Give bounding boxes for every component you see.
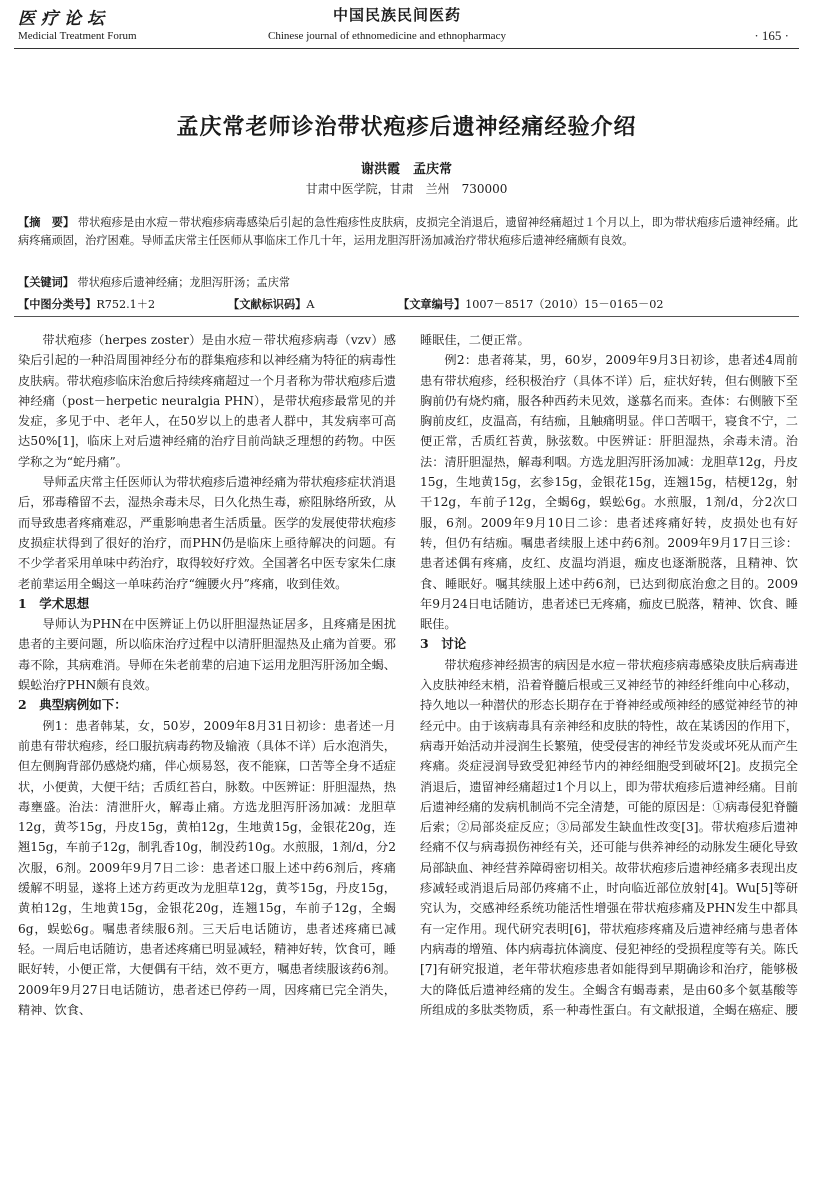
header-divider: [14, 48, 799, 49]
publication-name-en: Chinese journal of ethnomedicine and ethnopharmacy: [268, 30, 506, 42]
article-no-label: 【文章编号】: [398, 297, 466, 311]
section-1-heading: 1 学术思想: [18, 595, 90, 611]
abstract-text: 带状疱疹是由水痘－带状疱疹病毒感染后引起的急性疱疹性皮肤病，皮损完全消退后，遗留神经痛超过１个月以上，即为带状疱疹后遗神经痛。此病疼痛顽固，治疗困难。导师孟庆常主任医师从事临床工作几十年，运用龙胆泻肝汤加减治疗带状疱疹后遗神经痛颇有良效。: [18, 216, 798, 247]
page-number: · 165 ·: [754, 28, 789, 43]
doc-code-field: [228, 296, 314, 312]
left-column: [18, 330, 396, 1020]
section-1-paragraph: 导师认为PHN在中医辨证上仍以肝胆湿热证居多，且疼痛是困扰患者的主要问题，所以临床治疗过程中以清肝胆湿热及止痛为首要。邪毒不除，其病难消。导师在朱老前辈的启迪下运用龙胆泻肝汤加全蝎、蜈蚣治疗PHN颇有良效。: [18, 617, 396, 693]
case-1-paragraph: 例1：患者韩某，女，50岁，2009年8月31日初诊：患者述一月前患有带状疱疹，经口服抗病毒药物及输液（具体不详）后水泡消失，但左侧胸背部仍感烧灼痛，伴心烦易怒，夜不能寐，口苦等全身不适症状，小便黄，大便干结；舌质红苔白，脉数。中医辨证：肝胆湿热，热毒壅盛。治法：清泄肝火，解毒止痛。方选龙胆泻肝汤加减：龙胆草12g，黄芩15g，丹皮15g，黄柏12g，生地黄15g，金银花20g，连翘15g，车前子12g，制乳香10g，制没药10g。水煎服，1剂/d，分2次服，6剂。2009年9月7日二诊：患者述口服上述中药6剂后，疼痛缓解不明显，遂将上述方药更改为龙胆草12g，黄芩15g，丹皮15g，黄柏12g，生地黄15g，金银花20g，连翘15g，车前子12g，全蝎6g，蜈蚣6g。嘱患者续服6剂。三天后电话随访，患者述疼痛已减轻。一周后电话随访，患者述疼痛已明显减轻，精神好转，饮食可，睡眠好转，小便正常，大便偶有干结，效不更方，嘱患者续服该药6剂。2009年9月27日电话随访，患者述已停药一周，因疼痛已完全消失，精神、饮食、: [18, 718, 396, 1017]
doc-code-value: A: [306, 298, 315, 311]
section-3-paragraph: 带状疱疹神经损害的病因是水痘－带状疱疹病毒感染皮肤后病毒进入皮肤神经末梢，沿着脊髓后根或三叉神经节的神经纤维向中心移动，持久地以一种潜伏的形态长期存在于脊神经或颅神经的感觉神经节的神经元中。由于该病毒具有亲神经和皮肤的特性，故在某诱因的作用下，病毒开始活动并浸润生长繁殖，使受侵害的神经节发炎或坏死从而产生疼痛。炎症浸润导致受犯神经节内的神经细胞受到破坏[2]。皮损完全消退后，遗留神经痛超过1个月以上，即为带状疱疹后遗神经痛。目前后遗神经痛的发病机制尚不完全清楚，可能的原因是：①病毒侵犯脊髓后索；②局部炎症反应；③局部发生缺血性改变[3]。带状疱疹后遗神经痛不仅与病毒损伤神经有关，还可能与供养神经的动脉发生硬化导致局部缺血、神经营养障碍密切相关。故带状疱疹后遗神经痛多表现出皮疹减轻或消退后局部仍疼痛不止，时向临近部位放射[4]。Wu[5]等研究认为，交感神经系统功能活性增强在带状疱疹痛及PHN发生中都具有一定作用。现代研究表明[6]，带状疱疹疼痛及后遗神经痛与患者体内病毒的增殖、体内病毒抗体滴度、侵犯神经的受损程度等有关。陈氏[7]有研究报道，老年带状疱疹患者如能得到早期确诊和治疗，能够极大的降低后遗神经痛的发生。全蝎含有蝎毒素，是由60多个氨基酸等所组成的多肽类物质，系一种毒性蛋白。有文献报道，全蝎在癌症、腰: [420, 657, 798, 1017]
intro-paragraph-2: 导师孟庆常主任医师认为带状疱疹后遗神经痛为带状疱疹症状消退后，邪毒稽留不去，湿热余毒未尽，日久化热生毒，瘀阻脉络所致，从而导致患者疼痛难忍，严重影响患者生活质量。医学的发展使带状疱疹皮损症状得到了很好的治疗，而PHN仍是临床上亟待解决的问题。有不少学者采用单味中药治疗，取得较好疗效。全国著名中医专家朱仁康老前辈运用全蝎这一单味药治疗“缠腰火丹”疼痛，收到佳效。: [18, 475, 396, 591]
abstract: [18, 214, 798, 249]
journal-name-en: Medicial Treatment Forum: [18, 30, 137, 42]
doc-code-label: 【文献标识码】: [228, 297, 307, 311]
article-title: 孟庆常老师诊治带状疱疹后遗神经痛经验介绍: [176, 114, 637, 140]
intro-paragraph-1: 带状疱疹（herpes zoster）是由水痘－带状疱疹病毒（vzv）感染后引起的一种沿周围神经分布的群集疱疹和以神经痛为特征的病毒性皮肤病。带状疱疹临床治愈后持续疼痛超过一个月者称为带状疱疹后遗神经痛（post－herpetic neuralgia PHN），是带状疱疹最常见的并发症，多见于中、老年人，在50岁以上的患者人群中，其发病率可高达50%[1]，临床上对后遗神经痛的治疗目前尚缺乏理想的药物。中医学称之为“蛇丹痛”。: [18, 333, 396, 469]
case-2-paragraph: 例2：患者蒋某，男，60岁，2009年9月3日初诊，患者述4周前患有带状疱疹，经积极治疗（具体不详）后，症状好转，但右侧腋下至胸前仍有烧灼痛，服各种西药未见效，遂慕名而来。查体：右侧腋下至胸前皮红，皮温高，有结痂，且触痛明显。伴口苦咽干，寝食不宁，二便正常，舌质红苔黄，脉弦数。中医辨证：肝胆湿热，余毒未清。治法：清肝胆湿热，解毒利咽。方选龙胆泻肝汤加减：龙胆草12g，丹皮15g，生地黄15g，玄参15g，金银花15g，连翘15g，桔梗12g，射干12g，车前子12g，全蝎6g，蜈蚣6g。水煎服，1剂/d，分2次口服，6剂。2009年9月10日二诊：患者述疼痛好转，皮损处也有好转，但仍有结痂。嘱患者续服上述中药6剂。2009年9月17日三诊：患者述偶有疼痛，皮红、皮温均消退，痂皮也逐渐脱落，且精神、饮食、睡眠好。嘱其续服上述中药6剂，已达到彻底治愈之目的。2009年9月24日电话随访，患者述已无疼痛，痂皮已脱落，精神、饮食、睡眠佳。: [420, 353, 798, 632]
article-affiliation: 甘肃中医学院，甘肃 兰州 730000: [305, 182, 508, 196]
keywords-text: 带状疱疹后遗神经痛；龙胆泻肝汤；孟庆常: [77, 276, 291, 289]
article-authors: 谢洪霞 孟庆常: [360, 162, 452, 177]
journal-name-cn: 医疗论坛: [18, 9, 110, 29]
case-1-continuation: 睡眠佳，二便正常。: [420, 333, 530, 347]
section-2-heading: 2 典型病例如下：: [18, 697, 127, 713]
clc-field: [18, 296, 155, 312]
publication-name-cn: 中国民族民间医药: [333, 6, 462, 24]
abstract-label: 【摘 要】: [18, 215, 75, 229]
clc-value: R752.1＋2: [96, 298, 156, 311]
page-header: [0, 0, 813, 48]
article-no-value: 1007－8517（2010）15－0165－02: [465, 298, 664, 311]
right-column: [420, 330, 798, 1020]
article-no-field: [398, 296, 663, 312]
keywords-label: 【关键词】: [18, 275, 74, 289]
section-3-heading: 3 讨论: [420, 636, 467, 652]
metadata-divider: [14, 316, 799, 317]
keywords: [18, 274, 798, 290]
clc-label: 【中图分类号】: [18, 297, 97, 311]
